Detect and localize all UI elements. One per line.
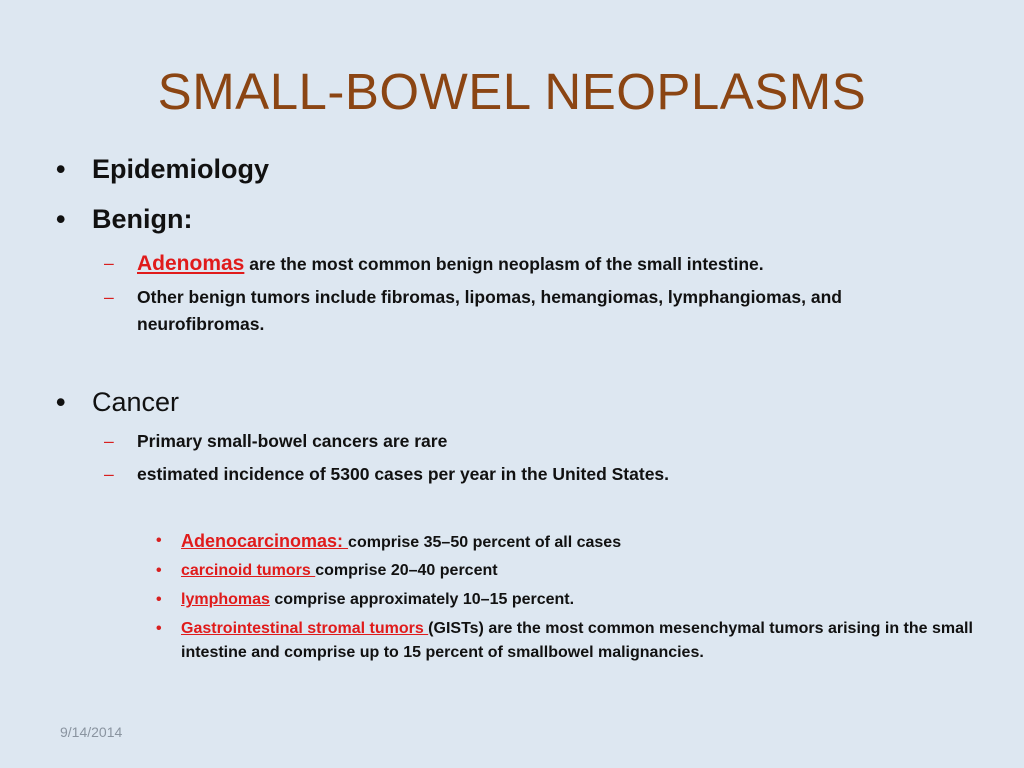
cancer-type-3	[156, 588, 976, 612]
benign-item-1-text: are the most common benign neoplasm of the small intestine.	[244, 254, 764, 274]
bullet-cancer	[56, 387, 179, 418]
cancer-type-2	[156, 559, 976, 583]
bullet-dot-icon: •	[56, 154, 66, 184]
cancer-item-1	[104, 428, 964, 455]
cancer-item-2-text: estimated incidence of 5300 cases per year in the United States.	[137, 464, 670, 484]
bullet-benign	[56, 204, 193, 235]
cancer-item-1-text: Primary small-bowel cancers are rare	[137, 431, 448, 451]
dash-icon: –	[104, 287, 114, 307]
highlight-adenocarcinomas: Adenocarcinomas:	[181, 531, 349, 551]
benign-item-2	[104, 284, 964, 338]
bullet-dot-icon: •	[156, 562, 162, 579]
bullet-dot-icon: •	[156, 620, 162, 637]
bullet-epidemiology	[56, 154, 269, 185]
cancer-type-3-text: comprise approximately 10–15 percent.	[269, 591, 575, 608]
cancer-type-1-text: comprise 35–50 percent of all cases	[348, 534, 622, 551]
dash-icon: –	[104, 431, 114, 451]
slide-title: SMALL-BOWEL NEOPLASMS	[157, 63, 867, 120]
cancer-item-2	[104, 461, 964, 488]
bullet-cancer-label: Cancer	[92, 387, 180, 417]
slide-date: 9/14/2014	[60, 724, 123, 740]
cancer-type-4	[156, 617, 976, 665]
highlight-lymphomas: lymphomas	[181, 591, 270, 608]
cancer-type-4-text: (GISTs) are the most common mesenchymal tumors arising in the small intestine and comprise up to 15 percent of smallbowel malignancies.	[181, 620, 973, 661]
benign-item-1	[104, 250, 964, 278]
bullet-dot-icon: •	[56, 204, 66, 234]
cancer-type-1	[156, 529, 976, 555]
bullet-epidemiology-label: Epidemiology	[92, 154, 270, 184]
highlight-adenomas: Adenomas	[137, 252, 245, 275]
cancer-type-2-text: comprise 20–40 percent	[315, 562, 498, 579]
bullet-dot-icon: •	[56, 387, 66, 417]
dash-icon: –	[104, 464, 114, 484]
bullet-benign-label: Benign:	[92, 204, 193, 234]
benign-item-2-text: Other benign tumors include fibromas, lipomas, hemangiomas, lymphangiomas, and neurofibromas.	[137, 287, 842, 334]
highlight-gists: Gastrointestinal stromal tumors	[181, 620, 429, 637]
bullet-dot-icon: •	[156, 532, 162, 549]
highlight-carcinoid-tumors: carcinoid tumors	[181, 562, 316, 579]
bullet-dot-icon: •	[156, 591, 162, 608]
dash-icon: –	[104, 253, 114, 273]
